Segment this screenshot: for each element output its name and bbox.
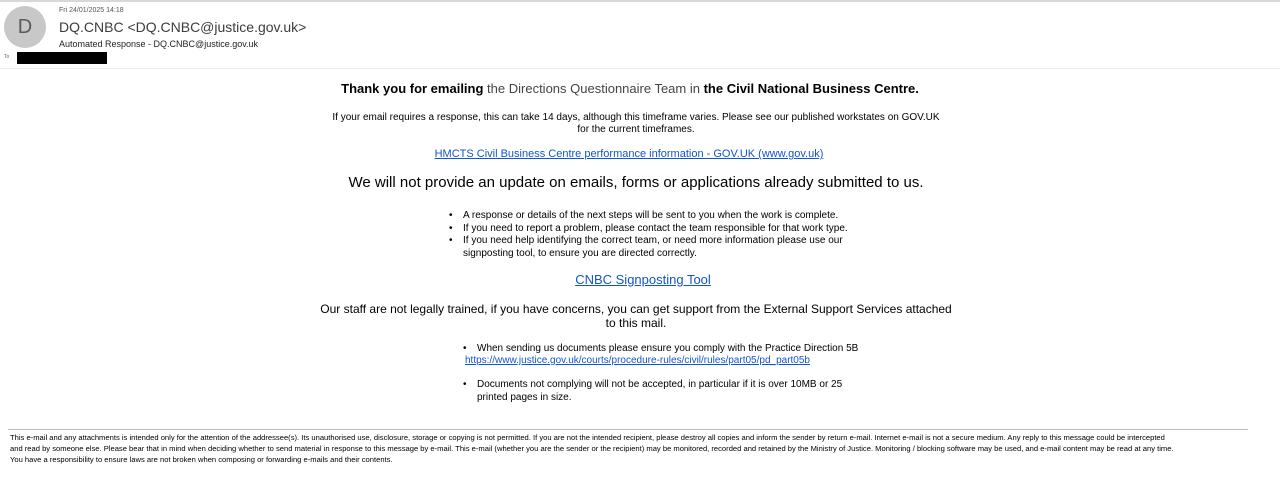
next-steps-list: [463, 210, 863, 248]
practice-direction-list: [477, 343, 877, 356]
response-time-line-2: for the current timeframes.: [577, 124, 695, 135]
list-item: • If you need help identifying the correct team, or need more information please use our: [463, 235, 863, 248]
list-item: • Documents not complying will not be accepted, in particular if it is over 10MB or 25: [477, 379, 877, 392]
no-update-notice: We will not provide an update on emails, forms or applications already submitted to us.: [348, 174, 924, 191]
list-item: • If you need to report a problem, please contact the team responsible for that work type.: [463, 223, 863, 236]
received-date: Fri 24/01/2025 14:18: [59, 7, 124, 14]
disclaimer-footer: [10, 432, 1255, 465]
staff-notice-line-2: to this mail.: [605, 316, 667, 330]
sender-avatar[interactable]: D: [4, 6, 46, 48]
response-time-paragraph: [0, 112, 1272, 136]
team-name: the Directions Questionnaire Team in: [487, 81, 704, 96]
centre-name: the Civil National Business Centre.: [703, 81, 919, 96]
list-item-continuation: signposting tool, to ensure you are directed correctly.: [463, 247, 697, 259]
thank-you-text: Thank you for emailing: [341, 81, 488, 96]
thank-you-heading: [0, 81, 1260, 96]
list-item: • A response or details of the next steps will be sent to you when the work is complete.: [463, 210, 863, 223]
sender-name[interactable]: DQ.CNBC <DQ.CNBC@justice.gov.uk>: [59, 19, 307, 35]
response-time-line-1: If your email requires a response, this can take 14 days, although this timeframe varies. Please see our published workstates on GOV.UK: [332, 112, 940, 123]
performance-info-link[interactable]: HMCTS Civil Business Centre performance information - GOV.UK (www.gov.uk): [434, 148, 824, 160]
footer-divider: [8, 429, 1248, 430]
email-subject: Automated Response - DQ.CNBC@justice.gov.uk: [59, 39, 259, 49]
document-limits-continuation: printed pages in size.: [477, 391, 572, 403]
performance-info-row: [0, 148, 1258, 160]
staff-notice: [0, 302, 1272, 330]
practice-direction-link[interactable]: https://www.justice.gov.uk/courts/procedure-rules/civil/rules/part05/pd_part05b: [465, 355, 810, 366]
signposting-row: [0, 272, 1280, 287]
list-item: • When sending us documents please ensure you comply with the Practice Direction 5B: [477, 343, 877, 356]
document-limits-list: [477, 379, 877, 392]
disclaimer-line-2: and read by someone else. Please bear that in mind when deciding whether to send material in response to this message by e-mail. This e-mail (whether you are the sender or the recipient) may be monitored, recorded and retained by the Ministry of Justice. Monitoring / blocking software may be used, and e-mail content may be read at any time.: [10, 444, 1174, 453]
disclaimer-line-3: You have a responsibility to ensure laws are not broken when composing or forwarding e-mails and their contents.: [10, 455, 393, 464]
signposting-tool-link[interactable]: CNBC Signposting Tool: [575, 272, 711, 287]
email-header: [0, 2, 1280, 69]
staff-notice-line-1: Our staff are not legally trained, if you have concerns, you can get support from the External Support Services attached: [320, 302, 952, 316]
redacted-recipient: [17, 52, 107, 64]
to-label: To: [4, 54, 10, 60]
disclaimer-line-1: This e-mail and any attachments is intended only for the attention of the addressee(s). Its unauthorised use, disclosure, storage or copying is not permitted. If you are not the intended recipient, please destroy all copies and inform the sender by return e-mail. Internet e-mail is not a secure medium. Any reply to this message could be intercepted: [10, 433, 1165, 442]
